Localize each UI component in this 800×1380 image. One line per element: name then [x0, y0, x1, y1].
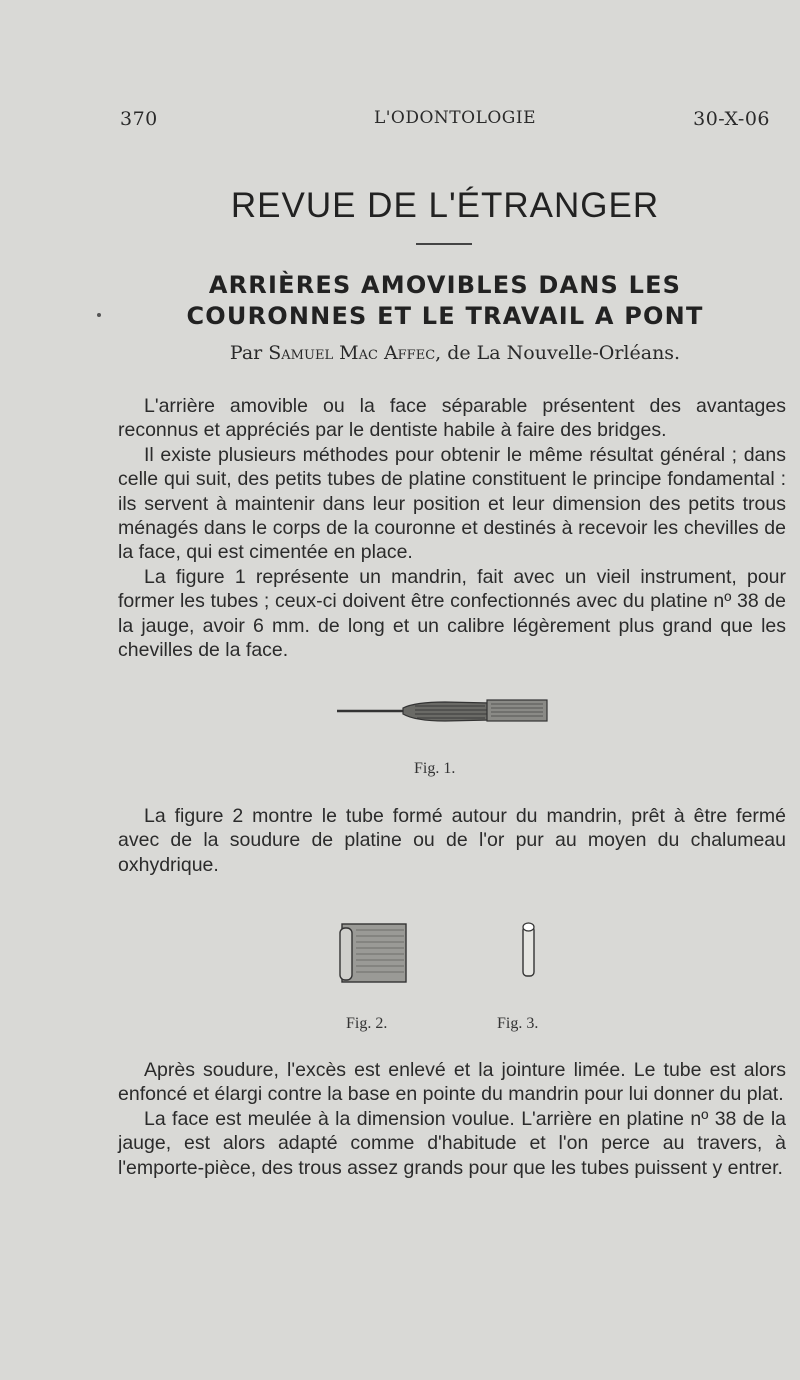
- figure-2-caption: Fig. 2.: [346, 1015, 388, 1032]
- figure-2-tube: [338, 920, 410, 986]
- journal-title: L'ODONTOLOGIE: [373, 108, 537, 128]
- byline: [120, 342, 790, 364]
- section-title: REVUE DE L'ÉTRANGER: [230, 186, 660, 225]
- body-block-2: [118, 804, 786, 877]
- page-number: 370: [120, 108, 158, 130]
- byline-prefix: Par: [229, 342, 263, 364]
- paragraph: Après soudure, l'excès est enlevé et la jointure limée. Le tube est alors enfoncé et élargi contre la base en pointe du mandrin pour lui donner du plat.: [118, 1059, 786, 1106]
- tube-opening: [523, 923, 534, 931]
- finished-tube: [523, 926, 534, 976]
- issue-date: 30-X-06: [693, 108, 770, 130]
- title-divider: [416, 243, 472, 245]
- body-block-3: [118, 1058, 786, 1180]
- paragraph: La face est meulée à la dimension voulue. L'arrière en platine nº 38 de la jauge, est alors adapté comme d'habitude et l'on perce au travers, à l'emporte-pièce, des trous assez grands pour que les tubes puissent y entrer.: [118, 1107, 786, 1179]
- article-title-line-2: COURONNES ET LE TRAVAIL A PONT: [186, 302, 704, 330]
- paragraph: Il existe plusieurs méthodes pour obtenir le même résultat général ; dans celle qui suit, des petits tubes de platine constituent le principe fondamental : ils servent à maintenir dans leur position et leur dimension des petits trous ménagés dans le corps de la couronne et destinés à recevoir les chevilles de la face, qui est cimentée en place.: [118, 443, 786, 564]
- figure-3-tube: [520, 920, 538, 978]
- article-title-line-1: ARRIÈRES AMOVIBLES DANS LES: [208, 271, 682, 299]
- figure-3-caption: Fig. 3.: [497, 1015, 539, 1032]
- body-block-1: [118, 394, 786, 662]
- tube-roll: [340, 928, 352, 980]
- paragraph: L'arrière amovible ou la face séparable présentent des avantages reconnus et appréciés par le dentiste habile à faire des bridges.: [118, 395, 786, 442]
- paragraph: La figure 2 montre le tube formé autour du mandrin, prêt à être fermé avec de la soudure de platine ou de l'or pur au moyen du chalumeau oxhydrique.: [118, 805, 786, 876]
- mandrel-tip: [487, 700, 547, 721]
- figure-1-caption: Fig. 1.: [414, 760, 456, 777]
- running-header: [120, 108, 770, 138]
- article-title: [100, 270, 790, 332]
- byline-author: Samuel Mac Affec: [268, 342, 436, 364]
- byline-suffix: , de La Nouvelle-Orléans.: [435, 342, 681, 364]
- paragraph: La figure 1 représente un mandrin, fait avec un vieil instrument, pour former les tubes ; ceux-ci doivent être confectionnés avec du platine nº 38 de la jauge, avoir 6 mm. de long et un calibre légèrement plus grand que les chevilles de la face.: [118, 565, 786, 662]
- figure-1-mandrel: [335, 696, 555, 730]
